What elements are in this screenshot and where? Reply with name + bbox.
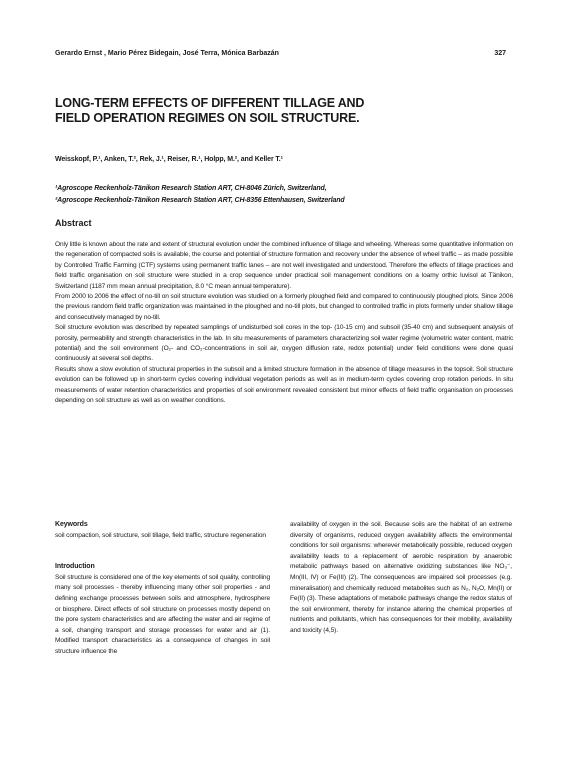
introduction-text: Soil structure is considered one of the key elements of soil quality, controlling many soil processes - thereby influencing many other soil properties - and defining exchange processes between soils and atmosphere, hydrosphere or biosphere. Direct effects of soil structure on processes mostly depend on the pore system characteristics and are affecting the water and air regime of a soil, changing transport and storage processes for water and air (1). Modified transport characteristics as a consequence of changes in soil structure influence the <box>55 573 270 655</box>
introduction-heading: Introduction <box>55 563 95 571</box>
abstract-paragraph: Results show a slow evolution of structural properties in the subsoil and a limited structure formation in the absence of tillage measures in the topsoil. Soil structure evolution can be followed up in short-term cycles covering individual vegetation periods as well as in medium-term cycles covering crop rotation periods. In situ measurements of water retention characteristics and properties of soil environment revealed consistent but minor effects of field traffic organisation on processes depending on soil structure as well as on weather conditions. <box>55 365 513 405</box>
affiliation-1: ¹Agroscope Reckenholz-Tänikon Research Station ART, CH-8046 Zürich, Switzerland, <box>55 185 327 192</box>
affiliation-2: ²Agroscope Reckenholz-Tänikon Research Station ART, CH-8356 Ettenhausen, Switzerland <box>55 197 345 204</box>
author-list: Weisskopf, P.¹, Anken, T.², Rek, J.¹, Reiser, R.¹, Holpp, M.², and Keller T.¹ <box>55 156 283 163</box>
abstract-paragraph: Only little is known about the rate and extent of structural evolution under the combined influence of tillage and wheeling. Whereas some quantitative information on the regeneration of compacted soils is available, the course and potential of structure formation and recovery under the absence of wheel traffic – as made possible by Controlled Traffic Farming (CTF) systems using permanent traffic lanes – are not well investigated and understood. Therefore the effects of tillage practices and field traffic organisation on soil structure were studied in a crop sequence under practical soil management conditions on a loamy orthic luvisol at Tänikon, Switzerland (1187 mm mean annual precipitation, 8.0 °C mean annual temperature). <box>55 241 513 290</box>
right-column-text: availability of oxygen in the soil. Because soils are the habitat of an extreme diversity of organisms, reduced oxygen availability affects the environmental conditions for soil organisms: wherever metabolically possible, reduced oxygen availability leads to a replacement of aerobic respiration by anaerobic metabolic pathways based on alternative oxidizing substances like NO₃⁻, Mn(III, IV) or Fe(III) (2). The consequences are impaired soil processes (e.g. mineralisation) and chemically reduced metabolites such as N₂, N₂O, Mn(II) or Fe(II) (3). These adaptations of metabolic pathways change the redox status of the soil environment, thereby for instance altering the chemical properties of nutrients and pollutants, which has consequences for their mobility, availability and toxicity (4,5). <box>290 521 512 634</box>
right-column <box>290 520 512 637</box>
title-line: FIELD OPERATION REGIMES ON SOIL STRUCTURE. <box>55 111 360 125</box>
keywords-text: soil compaction, soil structure, soil tillage, field traffic, structure regeneration <box>55 531 266 539</box>
title-line: LONG-TERM EFFECTS OF DIFFERENT TILLAGE AND <box>55 96 365 110</box>
abstract-heading: Abstract <box>55 218 92 228</box>
running-header <box>55 50 506 57</box>
paper-title <box>55 96 515 126</box>
page-number: 327 <box>494 50 506 57</box>
affiliations <box>55 183 515 207</box>
abstract-paragraph: From 2000 to 2006 the effect of no-till on soil structure evolution was studied on a formerly ploughed field and compared to continuously ploughed plots. Since 2006 the previous random field traffic organization was maintained in the ploughed and no-till plots, but changed to controlled traffic in plots formerly under shallow tillage and consecutively managed by no-till. <box>55 293 513 321</box>
keywords-heading: Keywords <box>55 521 88 528</box>
left-column <box>55 520 270 658</box>
header-editors: Gerardo Ernst , Mario Pérez Bidegain, José Terra, Mónica Barbazán <box>55 50 279 57</box>
abstract-paragraph: Soil structure evolution was described by repeated samplings of undisturbed soil cores in the top- (10-15 cm) and subsoil (35-40 cm) and subsequent analysis of porosity, permeability and strength characteristics in the lab. In situ measurements of parameters characterizing soil water regime (volumetric water content, matric potential) and the soil environment (O₂- and CO₂-concentrations in soil air, oxygen diffusion rate, redox potential) under field conditions were done quasi continuously at several soil depths. <box>55 324 513 363</box>
abstract-body <box>55 240 513 407</box>
